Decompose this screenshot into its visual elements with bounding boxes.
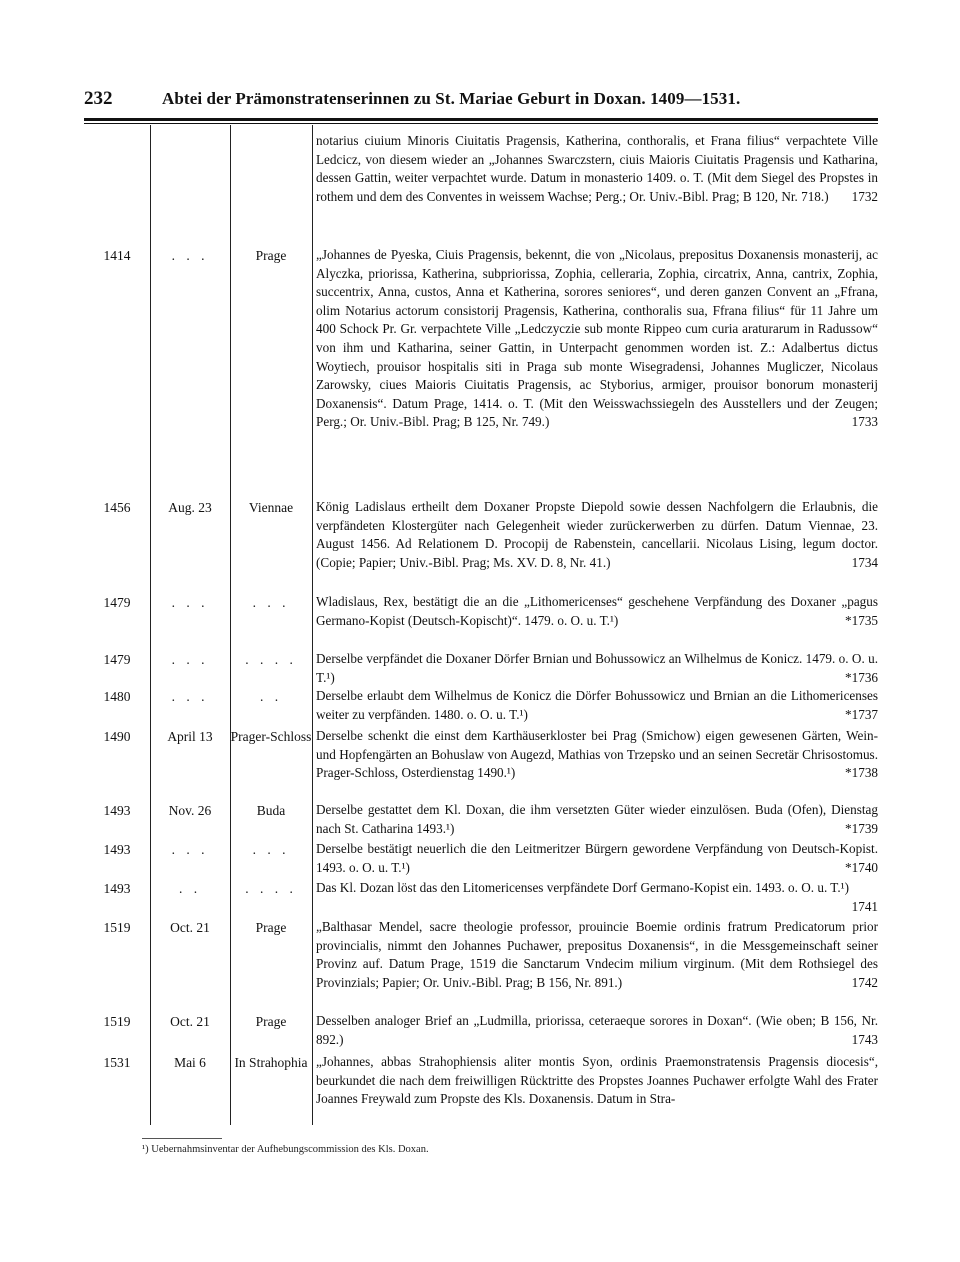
entry-text bbox=[316, 246, 878, 432]
entry-place: . . bbox=[259, 689, 283, 704]
entry-text bbox=[316, 1012, 878, 1049]
entry-year: 1519 bbox=[103, 1014, 131, 1029]
entry-place: Viennae bbox=[248, 500, 294, 515]
register-entry bbox=[84, 650, 880, 686]
entry-number: 1743 bbox=[851, 1031, 878, 1047]
entry-number: 1741 bbox=[851, 898, 878, 914]
entry-text bbox=[316, 687, 878, 724]
entry-place: Buda bbox=[256, 803, 286, 818]
entry-place: Prage bbox=[255, 920, 287, 935]
entry-text bbox=[316, 498, 878, 572]
footnote-rule bbox=[142, 1138, 222, 1139]
entry-text bbox=[316, 727, 878, 783]
footnote: ¹) Uebernahmsinventar der Aufhebungscommission des Kls. Doxan. bbox=[142, 1144, 429, 1155]
entry-number: 1732 bbox=[851, 188, 878, 204]
entry-body: Desselben analoger Brief an „Ludmilla, priorissa, ceteraeque sorores in Doxan“. (Wie oben; B 156, Nr. 892.) bbox=[316, 1013, 878, 1047]
register-entry bbox=[84, 1053, 880, 1127]
entry-year: 1531 bbox=[103, 1055, 131, 1070]
entry-place: Prage bbox=[255, 248, 287, 263]
entry-body: König Ladislaus ertheilt dem Doxaner Propste Diepold sowie dessen Nachfolgern die Erlaubnis, die verpfändeten Klostergüter nach Gelegenheit wieder zurückerwerben zu dürfen. Datum Viennae, 23. August 1456. Ad Relationem D. Procopij de Rabenstein, cancellarii. Nicolaus Lising, legum doctor. (Copie; Papier; Univ.-Bibl. Prag; Ms. XV. D. 8, Nr. 41.) bbox=[316, 499, 878, 570]
entry-body: Derselbe erlaubt dem Wilhelmus de Konicz die Dörfer Bohussowicz und Brnian an die Lithomericenses weiter zu verpfänden. 1480. o. O. u. T.¹) bbox=[316, 688, 878, 722]
register-entry bbox=[84, 840, 880, 878]
entry-text bbox=[316, 918, 878, 992]
entry-text bbox=[316, 879, 878, 916]
entry-day: Oct. 21 bbox=[170, 1014, 210, 1029]
entry-number: 1733 bbox=[851, 414, 878, 430]
entry-body: Derselbe bestätigt neuerlich die den Leitmeritzer Bürgern gewordene Verpfändung von Deutsch-Kopist. 1493. o. O. u. T.¹) bbox=[316, 841, 878, 875]
register-entry bbox=[84, 727, 880, 801]
entry-body: „Johannes de Pyeska, Ciuis Pragensis, bekennt, die von „Nicolaus, prepositus Doxanensis monasterij, ac Alyczka, priorissa, Katherina, subpriorissa, Zophia, celleraria, Zophia, circatrix, Anna, cantrix, Zophia, succentrix, Anna, custos, Anna et Katherina, sorores seniores“, und deren ganzen Convent an „Ffrana, olim Notarius actorum consistorij Pragensis, Katherina, conthoralis sua, Ffrana filius“ für 11 Jahre um 400 Schock Pr. Gr. verpachtete Ville „Ledczyczie sub monte Rippeo cum curia araturarum in Radussow“ von ihm und Katharina, seiner Gattin, in Unterpacht genommen worden ist. Z.: Adalbertus dictus Woytiech, prouisor hospitalis siti in Praga sub monte Wisegradensi, Johannes Mugliczer, Nicolaus Zarowsky, ciues Maioris Ciuitatis Pragensis, ac Styborius, armiger, prouisor bonorum monasterij Doxanensis“. Datum Prage, 1414. o. T. (Mit den Weisswachssiegeln des Ausstellers und der Zeugen; Perg.; Or. Univ.-Bibl. Prag; B 125, Nr. 749.) bbox=[316, 247, 878, 430]
entry-body: Das Kl. Dozan löst das den Litomericenses verpfändete Dorf Germano-Kopist ein. 1493. o. O. u. T.¹) bbox=[316, 880, 850, 895]
entry-body: Derselbe verpfändet die Doxaner Dörfer Brnian und Bohussowicz an Wilhelmus de Konicz. 1479. o. O. u. T.¹) bbox=[316, 651, 878, 685]
entry-place: Prage bbox=[255, 1014, 287, 1029]
entry-place: . . . bbox=[252, 842, 290, 857]
entry-year: 1493 bbox=[103, 842, 131, 857]
entry-year: 1493 bbox=[103, 803, 131, 818]
entry-year: 1493 bbox=[103, 881, 131, 896]
entry-day: . . . bbox=[171, 842, 209, 857]
entry-body: Derselbe schenkt die einst dem Karthäuserkloster bei Prag (Smichow) eigen gewesenen Gärten, Wein- und Hopfengärten an Bohuslaw von Augezd, Mathias von Trzepsko und an seinen Secretär Chrisostomus. Prager-Schloss, Osterdienstag 1490.¹) bbox=[316, 728, 878, 781]
entry-day: Aug. 23 bbox=[168, 500, 212, 515]
entry-day: . . bbox=[178, 881, 202, 896]
entry-day: Oct. 21 bbox=[170, 920, 210, 935]
register-entry bbox=[84, 918, 880, 1008]
entry-number: *1739 bbox=[845, 820, 878, 836]
register-entry bbox=[84, 498, 880, 590]
entry-number: 1742 bbox=[851, 974, 878, 990]
entry-day: Nov. 26 bbox=[168, 803, 212, 818]
register-entry bbox=[84, 687, 880, 723]
entry-place: . . . bbox=[252, 595, 290, 610]
entry-number: 1734 bbox=[851, 554, 878, 570]
entry-day: April 13 bbox=[167, 729, 213, 744]
entry-text bbox=[316, 801, 878, 838]
entry-place: Prager-Schloss bbox=[230, 729, 312, 744]
entry-year: 1479 bbox=[103, 652, 131, 667]
entry-day: . . . bbox=[171, 248, 209, 263]
entry-year: 1490 bbox=[103, 729, 131, 744]
page-number: 232 bbox=[84, 88, 113, 109]
entry-number: *1735 bbox=[845, 612, 878, 628]
entry-body: „Johannes, abbas Strahophiensis aliter montis Syon, ordinis Praemonstratensis Pragensis diocesis“, beurkundet die nach dem freiwilligen Rücktritte des Propstes Joannes Puchawer erfolgte Wahl des Frater Joannes Freywald zum Propste des Kls. Doxanensis. Datum in Stra- bbox=[316, 1054, 878, 1107]
entry-number: *1737 bbox=[845, 706, 878, 722]
header-rule-thin bbox=[84, 123, 878, 124]
entry-place: In Strahophia bbox=[234, 1055, 308, 1070]
register-entry bbox=[84, 593, 880, 649]
entry-text bbox=[316, 650, 878, 687]
register-entry bbox=[84, 246, 880, 492]
entry-number: *1740 bbox=[845, 859, 878, 875]
running-title: Abtei der Prämonstratenserinnen zu St. Mariae Geburt in Doxan. 1409—1531. bbox=[162, 89, 741, 108]
entry-year: 1480 bbox=[103, 689, 131, 704]
entry-day: . . . bbox=[171, 689, 209, 704]
register-entry bbox=[84, 1012, 880, 1050]
entry-year: 1414 bbox=[103, 248, 131, 263]
entry-day: . . . bbox=[171, 652, 209, 667]
page-header bbox=[84, 88, 880, 114]
entry-body: „Balthasar Mendel, sacre theologie professor, prouincie Boemie ordinis fratrum Predicatorum prior provincialis, nimmt den Johannes Puchawer, prepositus Doxanensis“, in die Messgemeinschaft seiner Provinz auf. Datum Prage, 1519 die Sanctarum Vndecim milium virginum. (Mit dem Rothsiegel des Provinzials; Papier; Or. Univ.-Bibl. Prag; B 156, Nr. 891.) bbox=[316, 919, 878, 990]
entry-body: Wladislaus, Rex, bestätigt die an die „Lithomericenses“ geschehene Verpfändung des Doxaner „pagus Germano-Kopist (Deutsch-Kopischt)“. 1479. o. O. u. T.¹) bbox=[316, 594, 878, 628]
header-rule bbox=[84, 118, 878, 121]
register-entry bbox=[84, 132, 880, 242]
entry-text bbox=[316, 1053, 878, 1109]
register-entry bbox=[84, 801, 880, 839]
entry-number: *1738 bbox=[845, 765, 878, 781]
entry-year: 1456 bbox=[103, 500, 131, 515]
entry-year: 1479 bbox=[103, 595, 131, 610]
entry-text bbox=[316, 132, 878, 206]
entry-number: *1736 bbox=[845, 669, 878, 685]
entry-text bbox=[316, 593, 878, 630]
entry-year: 1519 bbox=[103, 920, 131, 935]
entry-body: Derselbe gestattet dem Kl. Doxan, die ihm versetzten Güter wieder einzulösen. Buda (Ofen), Dienstag nach St. Catharina 1493.¹) bbox=[316, 802, 878, 836]
entry-place: . . . . bbox=[245, 652, 297, 667]
entry-body: notarius ciuium Minoris Ciuitatis Pragensis, Katherina, conthoralis, et Frana filius“ verpachtete Ville Ledcicz, von diesem wieder an „Johannes Swarczstern, ciuis Maioris Ciuitatis Pragensis und Katharina, dessen Gattin, weiter verpachtet wurde. Datum in monasterio 1409. o. T. (Mit dem Siegel des Propstes in rothem und dem des Conventes in weissem Wachse; Perg.; Or. Univ.-Bibl. Prag; B 120, Nr. 718.) bbox=[316, 133, 878, 204]
entry-place: . . . . bbox=[245, 881, 297, 896]
entry-text bbox=[316, 840, 878, 877]
entry-day: Mai 6 bbox=[174, 1055, 206, 1070]
entry-day: . . . bbox=[171, 595, 209, 610]
register-entry bbox=[84, 879, 880, 917]
